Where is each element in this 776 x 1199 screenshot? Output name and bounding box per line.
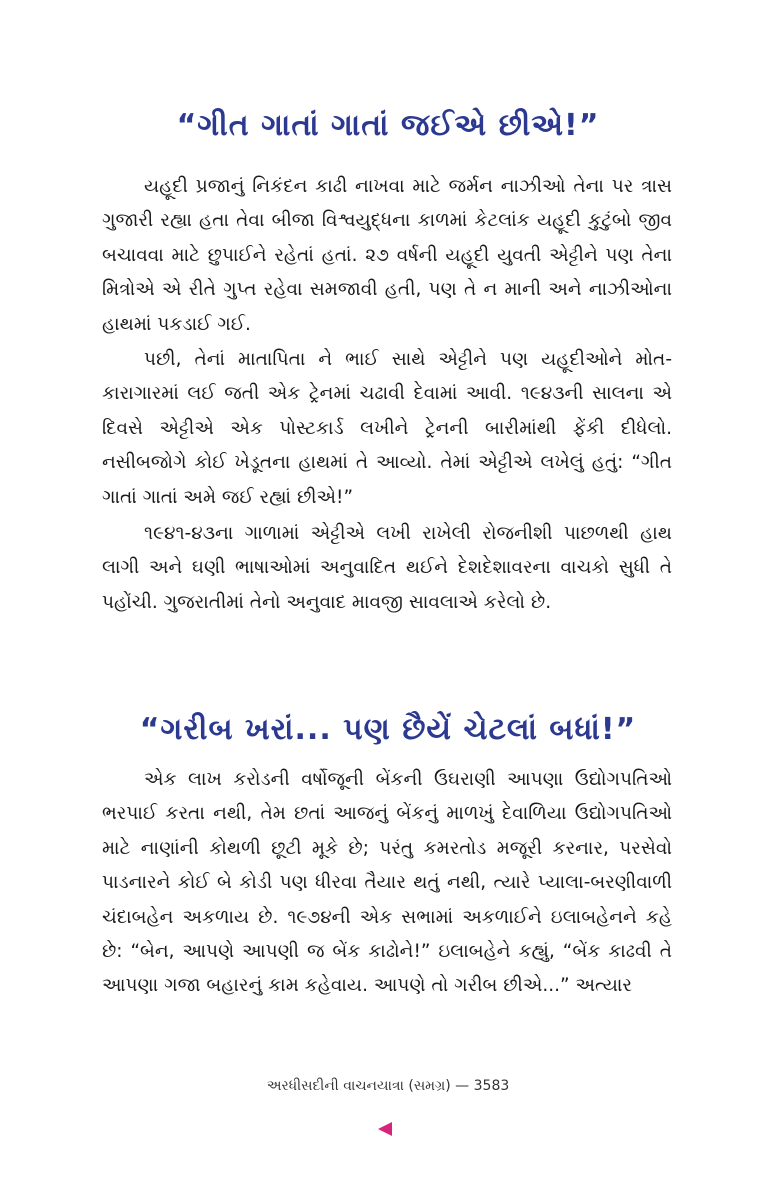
article-title-1: “ગીત ગાતાં ગાતાં જઈએ છીએ!” (176, 108, 600, 143)
article-2-paragraph-1: એક લાખ કરોડની વર્ષોજૂની બેંકની ઉઘરાણી આપણા ઉદ્યોગપતિઓ ભરપાઈ કરતા નથી, તેમ છતાં આજનું બેંકનું માળખું દેવાળિયા ઉદ્યોગપતિઓ માટે નાણાંની કોથળી છૂટી મૂકે છે; પરંતુ કમરતોડ મજૂરી કરનાર, પરસેવો પાડનારને કોઈ બે કોડી પણ ધીરવા તૈયાર થતું નથી, ત્યારે પ્યાલા-બરણીવાળી ચંદાબહેન અકળાય છે. ૧૯૭૪ની એક સભામાં અકળાઈને ઇલાબહેનને કહે છે: “બેન, આપણે આપણી જ બેંક કાઢોને!” ઇલાબહેને કહ્યું, “બેંક કાઢવી તે આપણા ગજા બહારનું કામ કહેવાય. આપણે તો ગરીબ છીએ...” અત્યાર (102, 769, 672, 997)
page-footer: અરધીસદીની વાચનયાત્રા (સમગ્ર) — 3583 (266, 1078, 510, 1094)
article-title-2: “ગરીબ ખરાં... પણ છૈયેં ચેટલાં બધાં!” (139, 712, 637, 747)
article-1-paragraph-1: યહૂદી પ્રજાનું નિકંદન કાઢી નાખવા માટે જર્મન નાઝીઓ તેના પર ત્રાસ ગુજારી રહ્યા હતા તેવા બીજા વિશ્વયુદ્ધના કાળમાં કેટલાંક યહૂદી કુટુંબો જીવ બચાવવા માટે છુપાઈને રહેતાં હતાં. ૨૭ વર્ષની યહૂદી યુવતી એટ્ટીને પણ તેના મિત્રોએ એ રીતે ગુપ્ત રહેવા સમજાવી હતી, પણ તે ન માની અને નાઝીઓના હાથમાં પકડાઈ ગઈ. (102, 176, 672, 335)
article-1-paragraph-2: પછી, તેનાં માતાપિતા ને ભાઈ સાથે એટ્ટીને પણ યહૂદીઓને મોત-કારાગારમાં લઈ જતી એક ટ્રેનમાં ચઢાવી દેવામાં આવી. ૧૯૪૩ની સાલના એ દિવસે એટ્ટીએ એક પોસ્ટકાર્ડ લખીને ટ્રેનની બારીમાંથી ફેંકી દીધેલો. નસીબજોગે કોઈ ખેડૂતના હાથમાં તે આવ્યો. તેમાં એટ્ટીએ લખેલું હતું: “ગીત ગાતાં ગાતાં અમે જઈ રહ્યાં છીએ!” (102, 349, 672, 508)
article-1-paragraph-3: ૧૯૪૧-૪૩ના ગાળામાં એટ્ટીએ લખી રાખેલી રોજનીશી પાછળથી હાથ લાગી અને ઘણી ભાષાઓમાં અનુવાદિત થઈને દેશદેશાવરના વાચકો સુધી તે પહોંચી. ગુજરાતીમાં તેનો અનુવાદ માવજી સાવલાએ કરેલો છે. (102, 523, 672, 613)
triangle-left-icon[interactable] (378, 1122, 392, 1136)
